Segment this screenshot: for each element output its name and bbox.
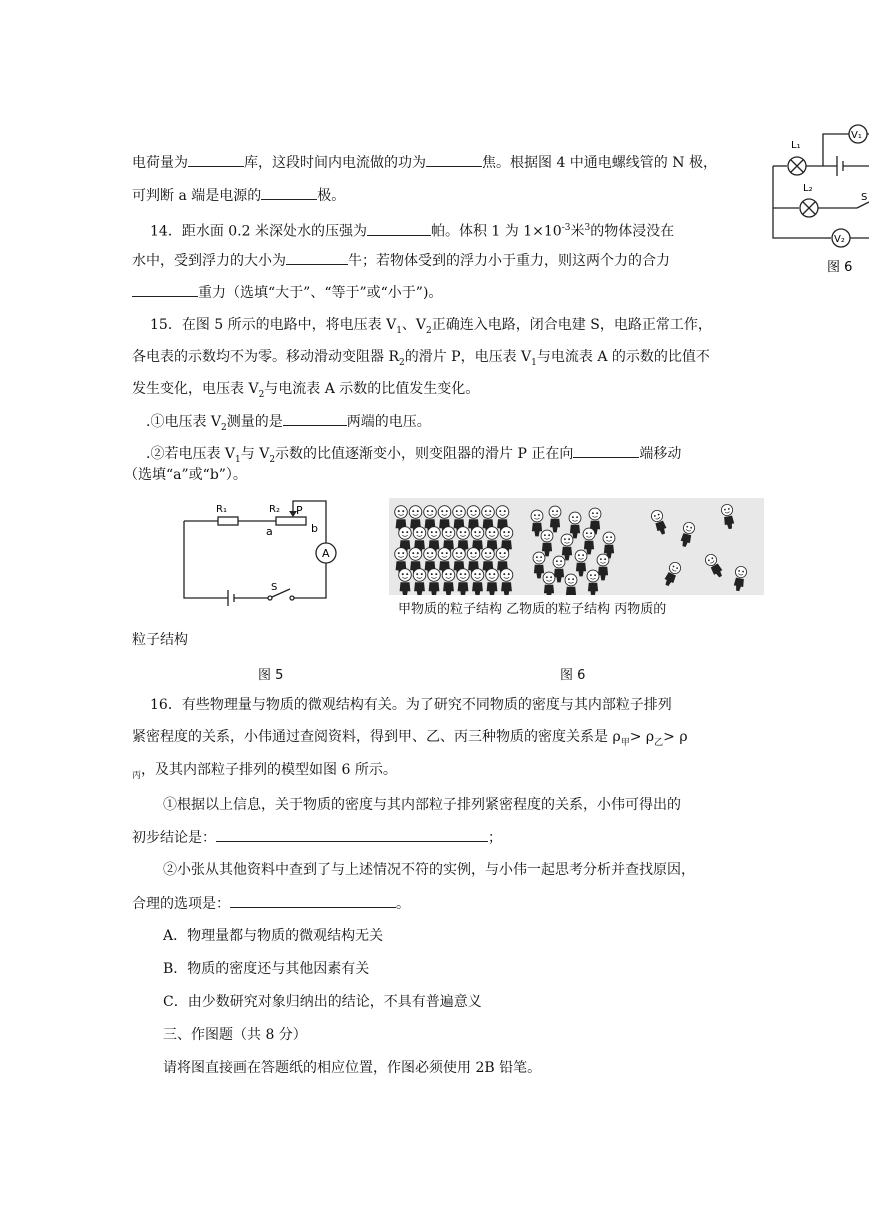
q15-text-o: 端移动 [639, 446, 682, 462]
fig5-ammeter-label: A [322, 547, 330, 560]
q15-line1 [150, 315, 712, 341]
q16-text-h: 。 [396, 896, 410, 912]
q13-line2 [132, 185, 345, 206]
fig5-switch-label: S [271, 582, 278, 593]
top-circuit-figure [765, 118, 869, 278]
fig5-r2: R₂ [269, 504, 280, 515]
switch-s-label: S [861, 192, 868, 203]
particle-figure [442, 569, 455, 595]
fig6-captions: 甲物质的粒子结构 乙物质的粒子结构 丙物质的 [398, 602, 667, 617]
particle-figure [428, 569, 441, 595]
q15-blank-measured[interactable] [283, 411, 347, 426]
q14-line3 [132, 282, 442, 303]
q13-text-a: 电荷量为 [132, 155, 188, 171]
q13-text-c: 焦。根据图 4 中通电螺线管的 N 极， [482, 155, 717, 171]
q14-text-g: 重力（选填“大于”、“等于”或“小于”)。 [198, 285, 443, 301]
q15-line4 [146, 411, 431, 438]
q14-blank-compare[interactable] [132, 282, 198, 297]
fig5-b: b [311, 522, 318, 535]
q14-blank-buoyancy[interactable] [286, 250, 348, 265]
q14-blank-pressure[interactable] [367, 221, 431, 236]
particle-figure [486, 569, 499, 595]
particle-figure [471, 569, 484, 595]
q14-text-c: 米 [570, 223, 585, 240]
q15-text-i: .①电压表 V [146, 414, 222, 430]
q13-text-e: 极。 [317, 188, 346, 204]
q15-text-c: 正确连入电路，闭合电建 S，电路正常工作， [431, 317, 712, 333]
fig5-a: a [266, 525, 273, 538]
particle-figure [565, 574, 577, 595]
particle-figure [531, 510, 543, 536]
q15-text-j: 测量的是 [226, 414, 283, 430]
q16-line6: ②小张从其他资料中查到了与上述情况不符的实例，与小伟一起思考分析并查找原因， [163, 862, 695, 878]
q15-line2 [132, 347, 710, 373]
q15-sub-1: 1 [396, 325, 402, 336]
particle-figure [662, 561, 683, 588]
figure5-circuit [180, 497, 355, 607]
particle-figure [500, 569, 513, 595]
q15-sub-5: 2 [258, 389, 265, 400]
q16-option-a: A．物理量都与物质的微观结构无关 [163, 928, 384, 944]
q13-blank-charge[interactable] [188, 152, 244, 167]
fig5-caption: 图 5 [258, 668, 284, 683]
q16-line7 [132, 893, 410, 914]
q15-text-n: 示数的比值逐渐变小，则变阻器的滑片 P 正在向 [275, 446, 574, 462]
particle-figure [457, 569, 470, 595]
q13-blank-work[interactable] [426, 152, 482, 167]
lamp-l2-label: L₂ [803, 183, 813, 194]
q16-line5 [132, 827, 502, 848]
fig5-p: P [296, 504, 303, 517]
particle-figure [541, 530, 553, 556]
q14-exp: -3 [561, 223, 571, 233]
q15-sub-4: 1 [531, 357, 537, 368]
q15-sub-8: 2 [269, 454, 276, 465]
q15-text-d: 各电表的示数均不为零。移动滑动变阻器 R [132, 349, 399, 365]
q16-text-a: 紧密程度的关系，小伟通过查阅资料，得到甲、乙、丙三种物质的密度关系是 ρ [132, 729, 621, 745]
q13-text-d: 可判断 a 端是电源的 [132, 188, 262, 204]
q16-text-e: 初步结论是： [132, 830, 216, 846]
q14-text-d: 的物体浸没在 [590, 223, 675, 240]
q15-line3 [132, 379, 479, 405]
particle-figure [587, 570, 599, 595]
q16-sub-1: 甲 [620, 737, 630, 748]
top-figure-caption: 图 6 [827, 260, 853, 275]
particle-figure [650, 509, 669, 536]
q16-blank-option[interactable] [230, 893, 396, 908]
q15-text-h: 与电流表 A 示数的比值发生变化。 [264, 381, 480, 397]
particle-figure [533, 552, 545, 578]
section3-title: 三、作图题（共 8 分） [163, 1027, 307, 1043]
q16-text-b: > ρ [629, 729, 655, 745]
q15-text-m: 与 V [240, 446, 270, 462]
particle-figure [569, 512, 581, 538]
particle-figure [413, 569, 426, 595]
q14-text-e: 水中，受到浮力的大小为 [132, 253, 286, 269]
particle-figure [543, 572, 555, 595]
q16-sub-3: 丙 [132, 770, 142, 781]
q15-text-l: .②若电压表 V [146, 446, 236, 462]
q14-text-a: 14．距水面 0.2 米深处水的压强为 [150, 223, 367, 240]
q14-line1 [150, 218, 674, 242]
figure6-particles [389, 498, 764, 595]
q15-text-g: 发生变化，电压表 V [132, 381, 259, 397]
q16-blank-conclusion[interactable] [216, 827, 488, 842]
particle-figure [703, 552, 725, 579]
q16-line1: 16．有些物理量与物质的微观结构有关。为了研究不同物质的密度与其内部粒子排列 [150, 697, 672, 713]
particle-figure [721, 504, 736, 530]
q16-text-c: > ρ [663, 729, 688, 745]
q14-text-f: 牛；若物体受到的浮力小于重力，则这两个力的合力 [348, 253, 670, 269]
q15-sub-2: 2 [426, 325, 432, 336]
q15-sub-7: 1 [235, 454, 241, 465]
particle-figure [732, 566, 747, 592]
q15-line6: （选填“a”或“b”）。 [124, 467, 247, 483]
q15-text-k: 两端的电压。 [346, 414, 431, 430]
particle-figure [549, 506, 561, 532]
q15-blank-direction[interactable] [573, 443, 639, 458]
fig6-caption: 图 6 [560, 668, 586, 683]
q16-line2 [132, 727, 688, 753]
fig6-captions2: 粒子结构 [132, 632, 188, 648]
q16-line3 [132, 760, 397, 786]
particle-figure [679, 521, 696, 548]
q16-text-d: ，及其内部粒子排列的模型如图 6 所示。 [141, 762, 397, 778]
q16-option-b: B．物质的密度还与其他因素有关 [163, 961, 370, 977]
q15-text-b: 、V [401, 317, 427, 333]
q13-line1 [132, 152, 717, 173]
q16-line4: ①根据以上信息，关于物质的密度与其内部粒子排列紧密程度的关系，小伟可得出的 [163, 797, 681, 813]
particle-figure [575, 550, 587, 576]
q15-text-a: 15．在图 5 所示的电路中，将电压表 V [150, 317, 397, 333]
particle-models-image [389, 498, 764, 595]
q16-option-c: C．由少数研究对象归纳出的结论，不具有普遍意义 [163, 994, 482, 1010]
q15-text-e: 的滑片 P，电压表 V [404, 349, 532, 365]
q15-text-f: 与电流表 A 的示数的比值不 [536, 349, 710, 365]
q14-text-b: 帕。体积 1 为 1×10 [430, 223, 562, 240]
q16-text-g: 合理的选项是： [132, 896, 230, 912]
q13-text-b: 库，这段时间内电流做的功为 [244, 155, 426, 171]
voltmeter-v1-label: V₁ [851, 130, 862, 141]
q15-sub-6: 2 [221, 422, 227, 433]
q16-sub-2: 乙 [654, 737, 664, 748]
lamp-l1-label: L₁ [791, 140, 801, 151]
q16-text-f: ； [488, 830, 502, 846]
q15-sub-3: 2 [399, 357, 405, 368]
q13-blank-pole[interactable] [261, 185, 317, 200]
particle-figure [561, 534, 573, 560]
voltmeter-v2-label: V₂ [834, 234, 845, 245]
fig5-r1: R₁ [216, 504, 227, 515]
q14-line2 [132, 250, 670, 271]
particle-figure [399, 569, 412, 595]
particle-figure [583, 528, 595, 554]
q14-exp2: 3 [584, 223, 591, 233]
section3-instructions: 请将图直接画在答题纸的相应位置，作图必须使用 2B 铅笔。 [163, 1060, 542, 1076]
